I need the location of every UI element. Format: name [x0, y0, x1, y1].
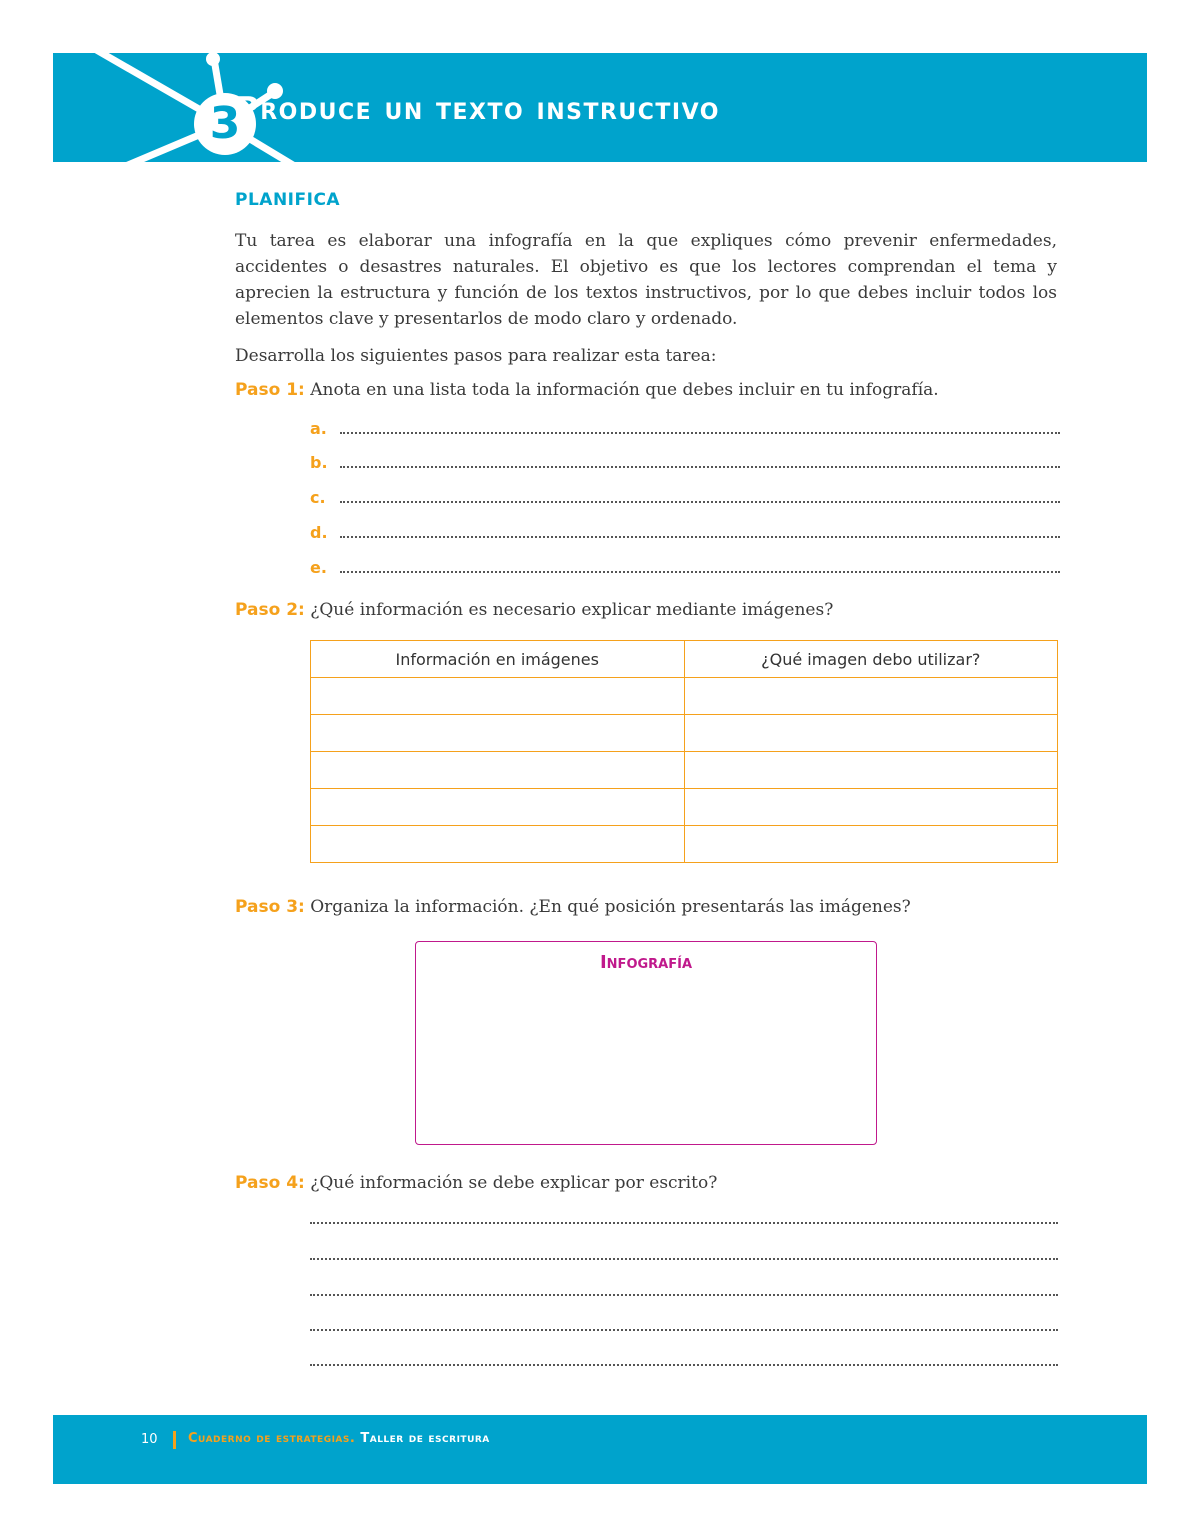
paso-4-label: Paso 4: [235, 1173, 305, 1193]
paso-1 [235, 380, 939, 400]
infographic-title: Infografía [599, 952, 693, 973]
table-header-image: ¿Qué imagen debo utilizar? [684, 641, 1058, 678]
item-letter: a. [310, 419, 327, 438]
writing-line[interactable] [310, 1329, 1058, 1331]
answer-line [340, 501, 1060, 503]
paso-2 [235, 600, 833, 620]
paso-1-label: Paso 1: [235, 380, 305, 400]
item-letter: b. [310, 453, 328, 472]
list-item[interactable] [310, 450, 1060, 472]
item-letter: e. [310, 558, 327, 577]
table-cell[interactable] [311, 752, 685, 789]
table-cell[interactable] [684, 752, 1058, 789]
footer-title [188, 1431, 490, 1446]
footer-book-title: Cuaderno de estrategias. [188, 1431, 356, 1446]
writing-line[interactable] [310, 1294, 1058, 1296]
writing-line[interactable] [310, 1364, 1058, 1366]
table-cell[interactable] [311, 715, 685, 752]
answer-line [340, 466, 1060, 468]
answer-line [340, 432, 1060, 434]
answer-line [340, 571, 1060, 573]
page-number: 10 [141, 1432, 158, 1447]
table-cell[interactable] [684, 789, 1058, 826]
list-item[interactable] [310, 520, 1060, 542]
instructions-text: Desarrolla los siguientes pasos para realizar esta tarea: [235, 346, 717, 366]
table-cell[interactable] [311, 826, 685, 863]
paso-3 [235, 897, 911, 917]
item-letter: c. [310, 488, 326, 507]
paso-2-text: ¿Qué información es necesario explicar mediante imágenes? [310, 600, 834, 620]
footer-book-subtitle: Taller de escritura [360, 1431, 490, 1446]
table-row [311, 715, 1058, 752]
images-table [310, 640, 1058, 863]
table-row [311, 752, 1058, 789]
table-cell[interactable] [684, 715, 1058, 752]
paso-2-label: Paso 2: [235, 600, 305, 620]
item-letter: d. [310, 523, 328, 542]
table-row [311, 789, 1058, 826]
list-item[interactable] [310, 416, 1060, 438]
page-title: Produce un texto instructivo [236, 91, 720, 127]
table-cell[interactable] [684, 826, 1058, 863]
section-heading: PLANIFICA [235, 190, 341, 210]
table-cell[interactable] [311, 789, 685, 826]
chapter-banner [53, 53, 1147, 162]
paso-4-text: ¿Qué información se debe explicar por escrito? [310, 1173, 718, 1193]
infographic-box[interactable] [415, 941, 877, 1145]
footer-bar [53, 1415, 1147, 1484]
paso-1-text: Anota en una lista toda la información que debes incluir en tu infografía. [310, 380, 939, 400]
table-header-row [311, 641, 1058, 678]
table-header-info: Información en imágenes [311, 641, 685, 678]
paso-3-label: Paso 3: [235, 897, 305, 917]
list-item[interactable] [310, 485, 1060, 507]
table-cell[interactable] [311, 678, 685, 715]
paso-3-text: Organiza la información. ¿En qué posición presentarás las imágenes? [310, 897, 911, 917]
list-item[interactable] [310, 555, 1060, 577]
table-cell[interactable] [684, 678, 1058, 715]
table-row [311, 826, 1058, 863]
intro-paragraph: Tu tarea es elaborar una infografía en la que expliques cómo prevenir enfermedades, accidentes o desastres naturales. El objetivo es que los lectores comprendan el tema y aprecien la estructura y función de los textos instructivos, por lo que debes incluir todos los elementos clave y presentarlos de modo claro y ordenado. [235, 231, 1057, 329]
answer-line [340, 536, 1060, 538]
paso-4 [235, 1173, 717, 1193]
table-row [311, 678, 1058, 715]
chapter-number: 3 [194, 93, 256, 155]
writing-line[interactable] [310, 1222, 1058, 1224]
writing-line[interactable] [310, 1258, 1058, 1260]
footer-divider [173, 1431, 176, 1449]
